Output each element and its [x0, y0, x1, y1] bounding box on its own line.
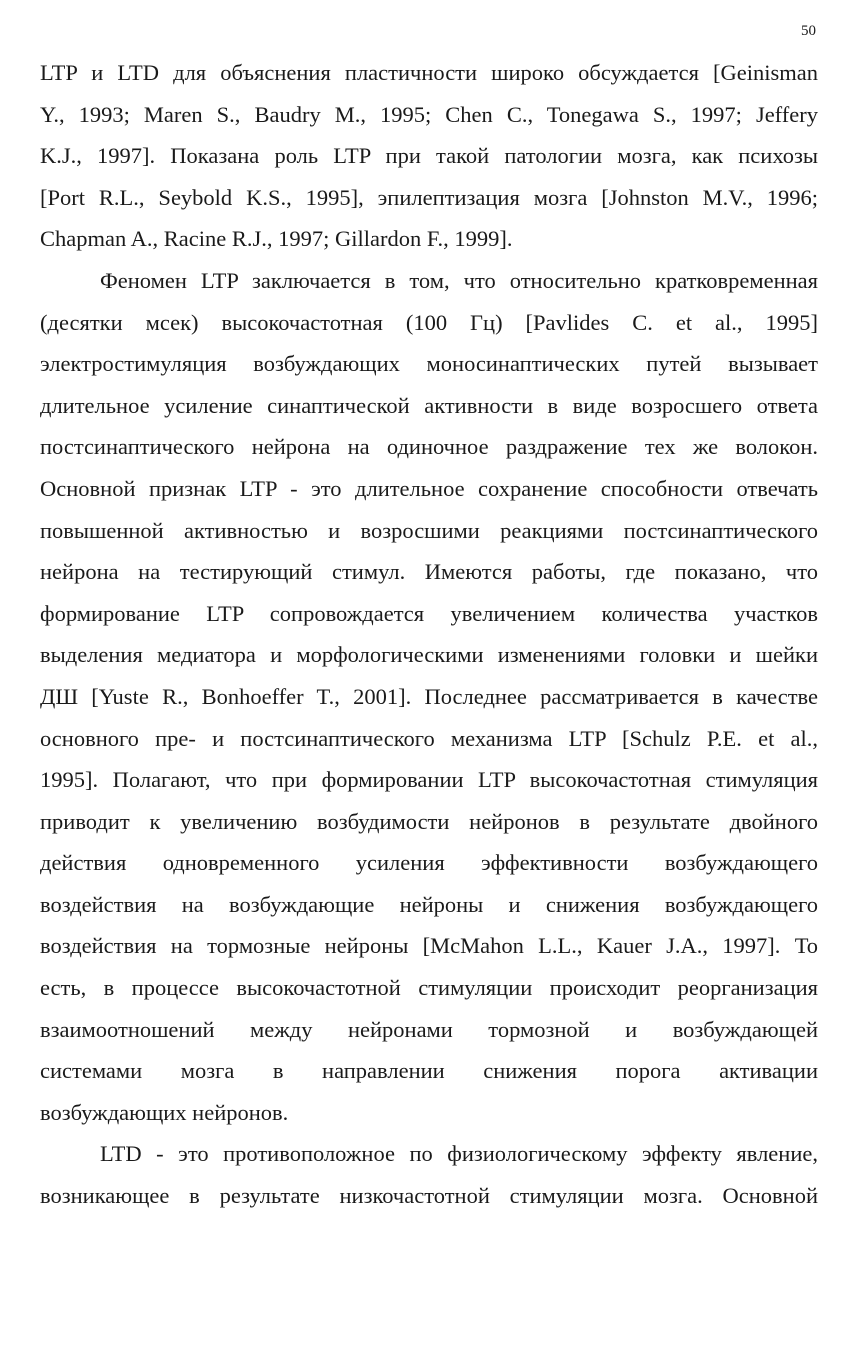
- text-line: повышенной активностью и возросшими реакциями постсинаптического: [40, 517, 818, 543]
- text-line: (десятки мсек) высокочастотная (100 Гц) [Pavlides C. et al., 1995]: [40, 309, 818, 335]
- text-line: возбуждающих нейронов.: [40, 1099, 289, 1125]
- text-line: есть, в процессе высокочастотной стимуляции происходит реорганизация: [40, 975, 818, 1001]
- text-line: Chapman A., Racine R.J., 1997; Gillardon F., 1999].: [40, 226, 513, 252]
- text-line: воздействия на тормозные нейроны [McMahon L.L., Kauer J.A., 1997]. То: [40, 933, 818, 959]
- text-line: нейрона на тестирующий стимул. Имеются работы, где показано, что: [40, 559, 818, 585]
- text-line: взаимоотношений между нейронами тормозной и возбуждающей: [40, 1016, 818, 1042]
- text-line: выделения медиатора и морфологическими изменениями головки и шейки: [40, 642, 818, 668]
- text-line: приводит к увеличению возбудимости нейронов в результате двойного: [40, 808, 818, 834]
- text-line: системами мозга в направлении снижения порога активации: [40, 1058, 818, 1084]
- text-line: электростимуляция возбуждающих моносинаптических путей вызывает: [40, 351, 818, 377]
- text-line: ДШ [Yuste R., Bonhoeffer T., 2001]. Последнее рассматривается в качестве: [40, 683, 818, 709]
- text-line: Феномен LTP заключается в том, что относительно кратковременная: [100, 267, 818, 293]
- text-line: [Port R.L., Seybold K.S., 1995], эпилептизация мозга [Johnston M.V., 1996;: [40, 184, 818, 210]
- text-line: LTP и LTD для объяснения пластичности широко обсуждается [Geinisman: [40, 60, 818, 85]
- text-line: 1995]. Полагают, что при формировании LTP высокочастотная стимуляция: [40, 767, 818, 793]
- text-line: Основной признак LTP - это длительное сохранение способности отвечать: [40, 475, 818, 501]
- text-line: основного пре- и постсинаптического механизма LTP [Schulz P.E. et al.,: [40, 725, 818, 751]
- text-line: возникающее в результате низкочастотной стимуляции мозга. Основной: [40, 1183, 818, 1209]
- text-line: формирование LTP сопровождается увеличением количества участков: [40, 600, 818, 626]
- text-line: постсинаптического нейрона на одиночное раздражение тех же волокон.: [40, 434, 818, 460]
- text-line: LTD - это противоположное по физиологическому эффекту явление,: [100, 1141, 818, 1167]
- text-line: K.J., 1997]. Показана роль LTP при такой патологии мозга, как психозы: [40, 143, 818, 169]
- page-number: 50: [801, 23, 816, 39]
- body-text: [40, 56, 818, 1221]
- text-line: длительное усиление синаптической активности в виде возросшего ответа: [40, 392, 818, 418]
- text-line: воздействия на возбуждающие нейроны и снижения возбуждающего: [40, 891, 818, 917]
- text-line: действия одновременного усиления эффективности возбуждающего: [40, 850, 818, 876]
- text-line: Y., 1993; Maren S., Baudry M., 1995; Chen C., Tonegawa S., 1997; Jeffery: [40, 101, 818, 127]
